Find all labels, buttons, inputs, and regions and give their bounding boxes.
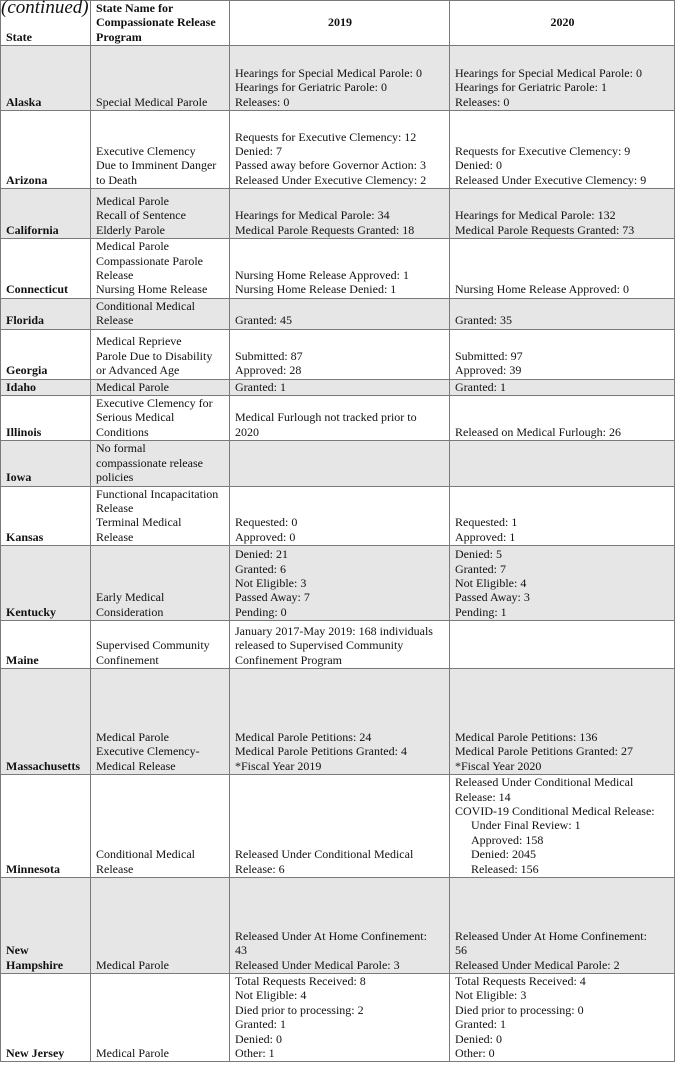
cell-line: Denied: 5 (455, 547, 502, 562)
year-2019-cell (230, 396, 450, 441)
year-2020-cell (450, 298, 675, 329)
year-2019-cell (230, 546, 450, 621)
cell-line: Denied: 0 (455, 158, 502, 173)
program-name-cell (91, 111, 230, 189)
cell-line: *Fiscal Year 2019 (235, 758, 322, 773)
cell-line: Not Eligible: 4 (455, 575, 527, 590)
cell-line: Medical Parole (96, 379, 169, 394)
program-name-cell (91, 298, 230, 329)
cell-line: Medical Parole (96, 957, 169, 972)
year-2020-cell (450, 973, 675, 1061)
program-name-cell (91, 329, 230, 379)
cell-line: Medical Release (96, 758, 176, 773)
table-row (1, 775, 675, 878)
cell-line: Approved: 39 (455, 363, 522, 378)
year-2020-cell (450, 396, 675, 441)
cell-line: Released Under Medical Parole: 3 (235, 957, 400, 972)
cell-line: Nursing Home Release Approved: 0 (455, 282, 629, 297)
cell-line: Early Medical (96, 590, 165, 605)
table-body (1, 46, 675, 1062)
table-row (1, 486, 675, 546)
cell-line: Medical Parole Requests Granted: 18 (235, 222, 415, 237)
program-name-cell (91, 396, 230, 441)
year-2019-cell (230, 239, 450, 299)
year-2020-cell (450, 379, 675, 395)
cell-line: 43 (235, 943, 247, 958)
cell-line: Granted: 45 (235, 313, 292, 328)
cell-line: 56 (455, 943, 467, 958)
cell-line: January 2017-May 2019: 168 individuals (235, 623, 433, 638)
year-2020-cell (450, 669, 675, 775)
cell-line: Requested: 0 (235, 515, 298, 530)
cell-line: Died prior to processing: 0 (455, 1002, 584, 1017)
state-name-cell: Connecticut (1, 239, 91, 299)
cell-line: Supervised Community (96, 638, 210, 653)
year-2020-cell (450, 775, 675, 878)
cell-line: Release (96, 268, 134, 283)
year-2020-cell (450, 239, 675, 299)
table-row (1, 46, 675, 111)
cell-line: Denied: 0 (235, 1031, 282, 1046)
year-2019-cell (230, 877, 450, 973)
year-2019-cell (230, 441, 450, 486)
year-2019-cell (230, 379, 450, 395)
cell-line: Medical Parole Petitions Granted: 27 (455, 744, 633, 759)
state-name-cell: Minnesota (1, 775, 91, 878)
cell-line: Released Under Medical Parole: 2 (455, 957, 620, 972)
program-name-cell (91, 669, 230, 775)
cell-line: Medical Furlough not tracked prior to (235, 410, 417, 425)
cell-line: 2020 (235, 424, 259, 439)
cell-line: Release (96, 861, 134, 876)
table-row (1, 546, 675, 621)
table-row (1, 298, 675, 329)
cell-line: Due to Imminent Danger (96, 158, 217, 173)
cell-line: Special Medical Parole (96, 94, 208, 109)
year-2020-cell (450, 111, 675, 189)
cell-line: Terminal Medical (96, 515, 182, 530)
table-row (1, 669, 675, 775)
cell-line: Nursing Home Release Denied: 1 (235, 282, 397, 297)
cell-line: Released Under At Home Confinement: (235, 928, 427, 943)
cell-line: Executive Clemency (96, 144, 196, 158)
cell-line: released to Supervised Community (235, 638, 404, 653)
year-2019-cell (230, 46, 450, 111)
cell-line: Denied: 7 (235, 144, 282, 158)
state-name-cell: Iowa (1, 441, 91, 486)
year-2020-cell (450, 486, 675, 546)
cell-line: Elderly Parole (96, 222, 165, 237)
cell-line: Released: 156 (471, 861, 539, 876)
cell-line: Medical Parole Petitions Granted: 4 (235, 744, 407, 759)
cell-line: Submitted: 97 (455, 348, 523, 363)
cell-line: Confinement Program (235, 652, 342, 667)
cell-line: Not Eligible: 3 (235, 575, 307, 590)
year-2020-cell (450, 546, 675, 621)
cell-line: Denied: 2045 (471, 847, 536, 862)
cell-line: Medical Parole (96, 194, 169, 208)
state-name-cell: Florida (1, 298, 91, 329)
program-name-cell (91, 546, 230, 621)
table-row (1, 973, 675, 1061)
table-row (1, 239, 675, 299)
cell-line: Release: 6 (235, 861, 285, 876)
program-name-cell (91, 239, 230, 299)
cell-line: Compassionate Parole (96, 253, 203, 268)
cell-line: Executive Clemency- (96, 744, 200, 759)
cell-line: Hearings for Special Medical Parole: 0 (455, 66, 642, 80)
cell-line: Hearings for Geriatric Parole: 0 (235, 80, 387, 95)
cell-line: Release (96, 529, 134, 544)
cell-line: Nursing Home Release (96, 282, 208, 297)
state-name-cell: Kentucky (1, 546, 91, 621)
state-name-cell: Arizona (1, 111, 91, 189)
table-row (1, 621, 675, 669)
header-state: State (1, 1, 91, 46)
cell-line: Passed Away: 3 (455, 590, 530, 605)
cell-line: Pending: 0 (235, 604, 287, 619)
cell-line: to Death (96, 172, 137, 187)
state-name-cell: Maine (1, 621, 91, 669)
cell-line: Consideration (96, 604, 164, 619)
cell-line: Released Under Executive Clemency: 2 (235, 172, 427, 187)
year-2020-cell (450, 621, 675, 669)
cell-line: Executive Clemency for (96, 396, 213, 411)
cell-line: Other: 0 (455, 1046, 495, 1060)
cell-line: Not Eligible: 3 (455, 988, 527, 1003)
program-name-cell (91, 621, 230, 669)
state-name-cell: Massachusetts (1, 669, 91, 775)
year-2019-cell (230, 669, 450, 775)
cell-line: Medical Parole Petitions: 136 (455, 729, 598, 744)
cell-line: Not Eligible: 4 (235, 988, 307, 1003)
cell-line: No formal (96, 441, 146, 456)
cell-line: Hearings for Medical Parole: 132 (455, 208, 616, 223)
cell-line: Granted: 6 (235, 561, 286, 576)
state-name-cell: Kansas (1, 486, 91, 546)
cell-line: Releases: 0 (235, 94, 290, 109)
cell-line: policies (96, 470, 134, 485)
header-program: State Name for Compassionate Release Program (91, 1, 230, 46)
program-name-cell (91, 973, 230, 1061)
program-name-cell (91, 189, 230, 239)
continued-label: (continued) (1, 0, 89, 18)
year-2020-cell (450, 189, 675, 239)
cell-line: Total Requests Received: 8 (235, 973, 366, 988)
program-name-cell (91, 486, 230, 546)
cell-line: Approved: 1 (455, 529, 516, 544)
cell-line: Denied: 21 (235, 547, 288, 562)
cell-line: Conditions (96, 424, 149, 439)
cell-line: Approved: 28 (235, 363, 302, 378)
year-2019-cell (230, 298, 450, 329)
cell-line: Requests for Executive Clemency: 9 (455, 144, 631, 158)
table-row (1, 441, 675, 486)
year-2019-cell (230, 973, 450, 1061)
table-row (1, 189, 675, 239)
program-name-cell (91, 379, 230, 395)
cell-line: Release: 14 (455, 789, 511, 804)
state-name-cell: New Jersey (1, 973, 91, 1061)
program-name-cell (91, 877, 230, 973)
cell-line: Pending: 1 (455, 604, 507, 619)
state-name-cell: Georgia (1, 329, 91, 379)
table-row (1, 877, 675, 973)
cell-line: COVID-19 Conditional Medical Release: (455, 803, 655, 818)
state-name-cell: Illinois (1, 396, 91, 441)
cell-line: Granted: 1 (455, 1017, 506, 1032)
cell-line: Functional Incapacitation (96, 486, 219, 501)
year-2020-cell (450, 329, 675, 379)
cell-line: Approved: 158 (471, 832, 544, 847)
state-name-cell: Alaska (1, 46, 91, 111)
year-2019-cell (230, 621, 450, 669)
cell-line: Confinement (96, 652, 159, 667)
cell-line: Requests for Executive Clemency: 12 (235, 129, 417, 144)
state-name-cell: New Hampshire (1, 877, 91, 973)
cell-line: Nursing Home Release Approved: 1 (235, 268, 409, 283)
cell-line: Granted: 1 (455, 379, 506, 394)
cell-line: Submitted: 87 (235, 348, 303, 363)
cell-line: Granted: 1 (235, 1017, 286, 1032)
cell-line: Release (96, 313, 134, 328)
cell-line: Medical Parole (96, 729, 169, 744)
cell-line: Granted: 7 (455, 561, 506, 576)
program-name-cell (91, 441, 230, 486)
cell-line: Passed Away: 7 (235, 590, 310, 605)
table-row (1, 329, 675, 379)
cell-line: Requested: 1 (455, 515, 518, 530)
cell-line: Released Under Executive Clemency: 9 (455, 172, 647, 187)
cell-line: Medical Parole Requests Granted: 73 (455, 222, 635, 237)
cell-line: Serious Medical (96, 410, 175, 425)
cell-line: Approved: 0 (235, 529, 296, 544)
cell-line: Released Under At Home Confinement: (455, 928, 647, 943)
table-row (1, 396, 675, 441)
cell-line: Medical Reprieve (96, 334, 182, 349)
cell-line: Medical Parole (96, 239, 169, 254)
cell-line: Conditional Medical (96, 847, 195, 862)
cell-line: compassionate release (96, 455, 203, 470)
cell-line: Released on Medical Furlough: 26 (455, 424, 621, 439)
year-2019-cell (230, 486, 450, 546)
header-2019: 2019 (230, 1, 450, 46)
cell-line: Medical Parole (96, 1046, 169, 1060)
cell-line: Denied: 0 (455, 1031, 502, 1046)
state-name-cell: California (1, 189, 91, 239)
cell-line: Released Under Conditional Medical (235, 847, 414, 862)
year-2019-cell (230, 111, 450, 189)
header-2020: 2020 (450, 1, 675, 46)
year-2019-cell (230, 189, 450, 239)
cell-line: Total Requests Received: 4 (455, 973, 586, 988)
cell-line: Passed away before Governor Action: 3 (235, 158, 426, 173)
cell-line: Hearings for Medical Parole: 34 (235, 208, 390, 223)
cell-line: Releases: 0 (455, 94, 510, 109)
cell-line: Granted: 35 (455, 313, 512, 328)
cell-line: Parole Due to Disability (96, 348, 213, 363)
cell-line: Hearings for Geriatric Parole: 1 (455, 80, 607, 95)
year-2020-cell (450, 46, 675, 111)
cell-line: Conditional Medical (96, 298, 195, 313)
year-2019-cell (230, 329, 450, 379)
cell-line: *Fiscal Year 2020 (455, 758, 542, 773)
cell-line: Hearings for Special Medical Parole: 0 (235, 66, 422, 80)
cell-line: Granted: 1 (235, 379, 286, 394)
year-2019-cell (230, 775, 450, 878)
cell-line: or Advanced Age (96, 363, 180, 378)
program-name-cell (91, 775, 230, 878)
cell-line: Recall of Sentence (96, 208, 186, 223)
header-row (1, 1, 675, 46)
table-row (1, 379, 675, 395)
table-row (1, 111, 675, 189)
state-name-cell: Idaho (1, 379, 91, 395)
program-name-cell (91, 46, 230, 111)
cell-line: Release (96, 500, 134, 515)
cell-line: Medical Parole Petitions: 24 (235, 729, 372, 744)
cell-line: Died prior to processing: 2 (235, 1002, 364, 1017)
year-2020-cell (450, 877, 675, 973)
cell-line: Under Final Review: 1 (471, 818, 581, 833)
year-2020-cell (450, 441, 675, 486)
cell-line: Released Under Conditional Medical (455, 775, 634, 790)
cell-line: Other: 1 (235, 1046, 275, 1060)
